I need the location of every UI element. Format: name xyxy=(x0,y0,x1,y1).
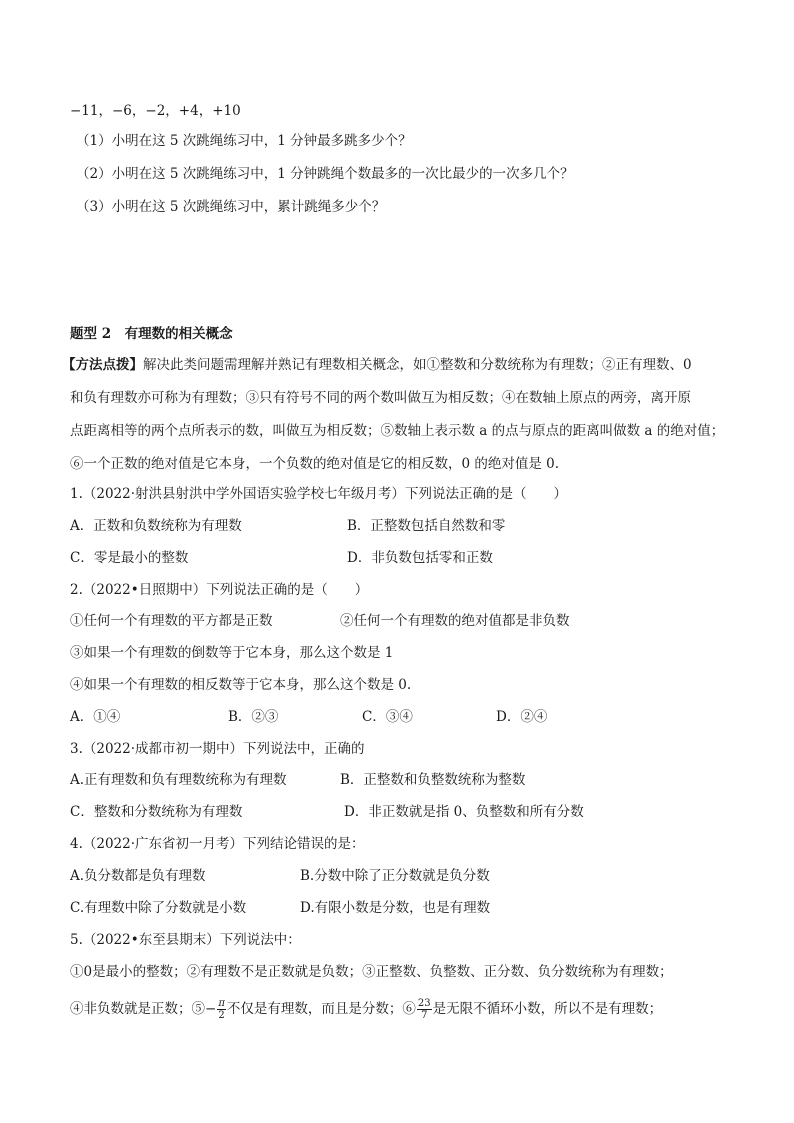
q2-option-c: C．③④ xyxy=(362,709,413,725)
q4-option-c: C.有理数中除了分数就是小数 xyxy=(70,900,247,916)
q2-option-b: B．②③ xyxy=(228,709,279,725)
q4-stem: 4.（2022·广东省初一月考）下列结论错误的是： xyxy=(70,836,365,852)
q1-stem: 1.（2022·射洪县射洪中学外国语实验学校七年级月考）下列说法正确的是（ ） xyxy=(70,486,568,502)
method-line-1: 【方法点拨】解决此类问题需理解并熟记有理数相关概念，如①整数和分数统称为有理数；②正有理数、0 xyxy=(62,357,692,373)
q1-option-b: B．正整数包括自然数和零 xyxy=(347,518,506,534)
question-3: （3）小明在这 5 次跳绳练习中，累计跳绳多少个？ xyxy=(76,199,386,215)
q3-option-b: B．正整数和负整数统称为整数 xyxy=(340,772,526,788)
q2-option-a: A．①④ xyxy=(70,709,121,725)
question-2: （2）小明在这 5 次跳绳练习中，1 分钟跳绳个数最多的一次比最少的一次多几个？ xyxy=(76,166,574,182)
q5-statements-line-2: ④非负数就是正数；⑤− $\frac{\pi}{2}$ 不仅是有理数，而且是分数；⑥ $\frac{23}{7}$ 是无限不循环小数，所以不是有理数； xyxy=(70,998,663,1021)
q2-item-3: ③如果一个有理数的倒数等于它本身，那么这个数是 1 xyxy=(70,645,394,661)
q3-option-a: A.正有理数和负有理数统称为有理数 xyxy=(70,772,287,788)
q2-item-2: ②任何一个有理数的绝对值都是非负数 xyxy=(340,613,570,629)
q3-stem: 3.（2022·成都市初一期中）下列说法中，正确的 xyxy=(70,741,365,757)
fraction-pi-over-2: $\frac{\pi}{2}$ xyxy=(218,998,225,1021)
q1-option-d: D．非负数包括零和正数 xyxy=(347,550,493,566)
q2-item-4: ④如果一个有理数的相反数等于它本身，那么这个数是 0. xyxy=(70,677,412,693)
data-line: −11，−6，−2，+4，+10 xyxy=(70,103,241,119)
q5-statements-line-1: ①0是最小的整数；②有理数不是正数就是负数；③正整数、负整数、正分数、负分数统称为有理数； xyxy=(70,964,673,980)
question-1: （1）小明在这 5 次跳绳练习中，1 分钟最多跳多少个？ xyxy=(76,133,412,149)
fraction-23-over-7: $\frac{23}{7}$ xyxy=(417,998,431,1021)
method-label: 【方法点拨】 xyxy=(62,357,143,373)
q2-option-d: D．②④ xyxy=(496,709,548,725)
method-line-3: 点距离相等的两个点所表示的数，叫做互为相反数；⑤数轴上表示数 a 的点与原点的距离叫做数 a 的绝对值； xyxy=(70,423,725,439)
method-line-4: ⑥一个正数的绝对值是它本身，一个负数的绝对值是它的相反数，0 的绝对值是 0. xyxy=(70,456,560,472)
q3-option-d: D．非正数就是指 0、负整数和所有分数 xyxy=(344,804,584,820)
q4-option-d: D.有限小数是分数，也是有理数 xyxy=(300,900,491,916)
q1-option-a: A．正数和负数统称为有理数 xyxy=(70,518,242,534)
method-line-2: 和负有理数亦可称为有理数；③只有符号不同的两个数叫做互为相反数；④在数轴上原点的两旁，离开原 xyxy=(70,390,691,406)
q2-stem: 2.（2022•日照期中）下列说法正确的是（ ） xyxy=(70,582,369,598)
q3-option-c: C．整数和分数统称为有理数 xyxy=(70,804,243,820)
section-title: 题型 2 有理数的相关概念 xyxy=(70,326,233,342)
q2-item-1: ①任何一个有理数的平方都是正数 xyxy=(70,613,273,629)
q4-option-b: B.分数中除了正分数就是负分数 xyxy=(300,868,490,884)
q1-option-c: C．零是最小的整数 xyxy=(70,550,189,566)
q5-stem: 5.（2022•东至县期末）下列说法中： xyxy=(70,932,301,948)
q4-option-a: A.负分数都是负有理数 xyxy=(70,868,206,884)
